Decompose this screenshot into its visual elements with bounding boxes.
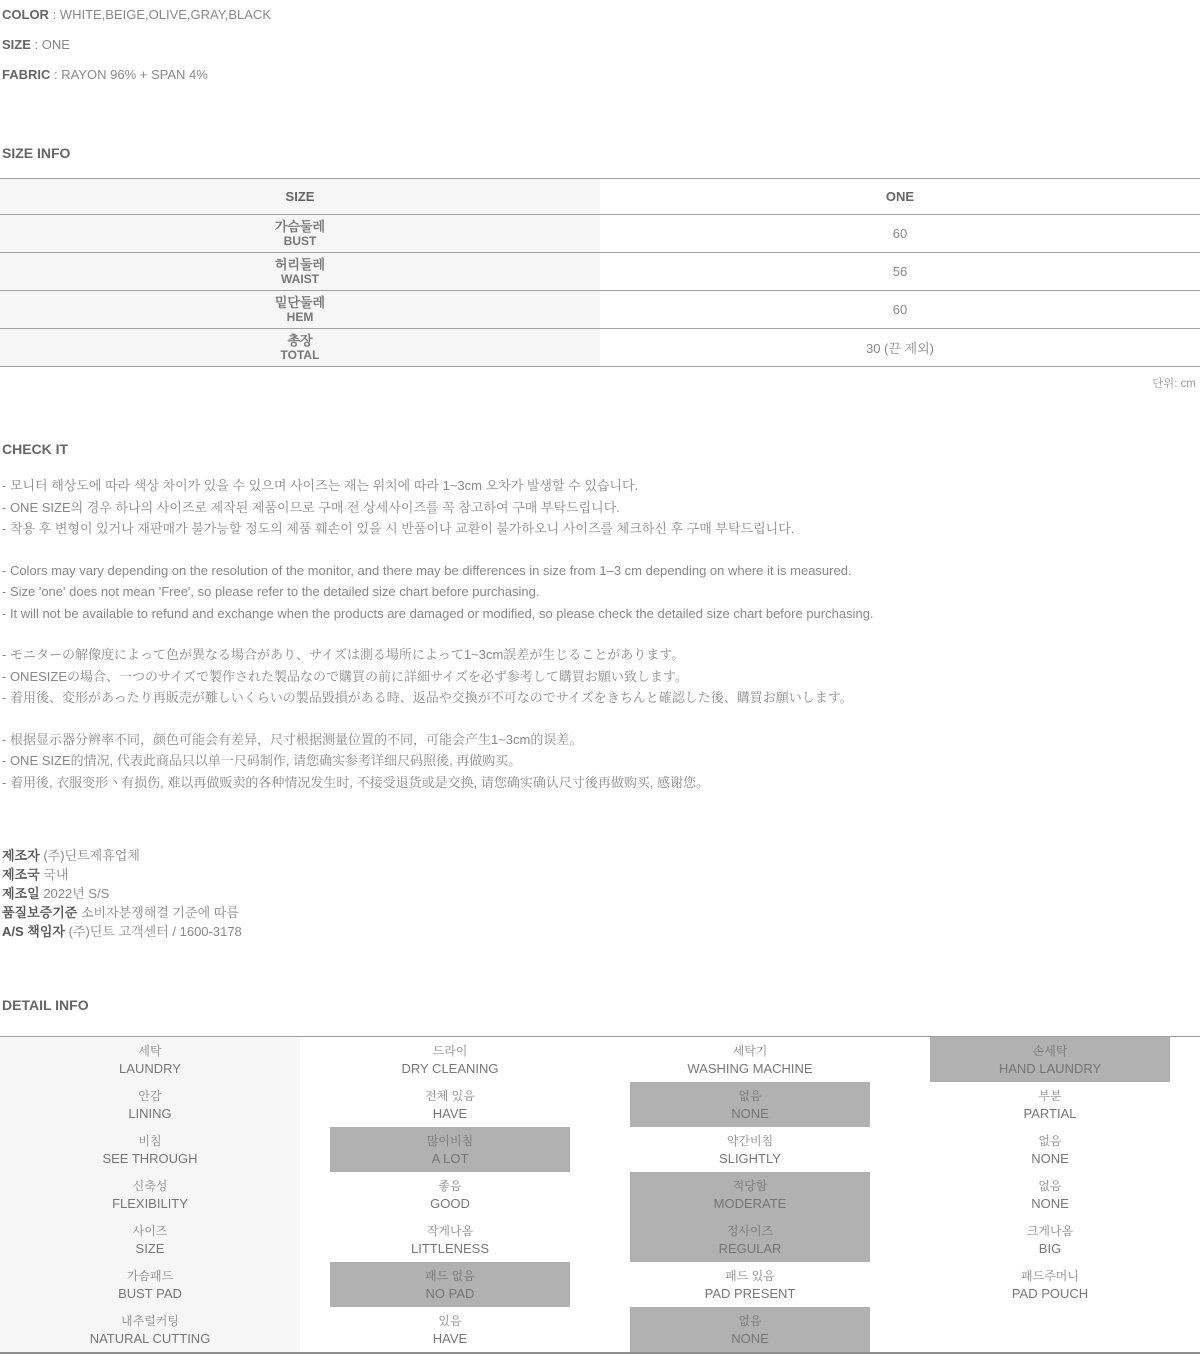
detail-option-cell — [900, 1262, 1200, 1307]
detail-option-ko: 패드 있음 — [725, 1268, 775, 1283]
detail-option-cell — [900, 1082, 1200, 1127]
detail-option-en: PAD PRESENT — [704, 1285, 796, 1301]
detail-option-empty — [930, 1307, 1170, 1352]
detail-option-selected — [630, 1217, 870, 1262]
detail-option-selected — [630, 1172, 870, 1217]
check-line: - ONE SIZE的情况, 代表此商品只以单一尺码制作, 请您确实参考详细尺码照後, 再做购买。 — [2, 753, 522, 768]
detail-option-en: NONE — [1031, 1150, 1069, 1166]
manufacturer-info — [0, 846, 1200, 941]
spec-color-label: COLOR — [2, 7, 49, 22]
colon-separator: : — [50, 67, 62, 82]
detail-option-cell — [600, 1172, 900, 1217]
check-it-korean — [0, 475, 1200, 540]
size-info-heading: SIZE INFO — [2, 145, 71, 161]
detail-category-en: LAUNDRY — [119, 1060, 181, 1076]
detail-option-ko: 없음 — [738, 1313, 762, 1328]
detail-option-cell — [600, 1127, 900, 1172]
size-row-label-en: HEM — [286, 310, 314, 324]
size-row-value: 30 (끈 제외) — [865, 341, 935, 356]
detail-option-ko: 없음 — [738, 1088, 762, 1103]
size-row-label-ko: 총장 — [287, 333, 313, 348]
detail-option-cell — [300, 1307, 600, 1352]
spec-fabric — [2, 68, 1200, 82]
check-line: - ONE SIZE의 경우 하나의 사이즈로 제작된 제품이므로 구매 전 상세사이즈를 꼭 참고하여 구매 부탁드립니다. — [2, 499, 620, 515]
check-line: - Size 'one' does not mean 'Free', so please refer to the detailed size chart before purchasing. — [2, 584, 540, 599]
detail-category-cell — [0, 1037, 300, 1082]
detail-option-ko: 패드 없음 — [425, 1268, 475, 1283]
manufacturer-label: 품질보증기준 — [2, 905, 78, 920]
check-it-japanese — [0, 644, 1200, 709]
detail-category-cell — [0, 1172, 300, 1217]
detail-option-selected — [630, 1307, 870, 1352]
size-header-label: SIZE — [285, 189, 315, 204]
detail-category-cell — [0, 1082, 300, 1127]
size-row-value-cell — [600, 329, 1200, 366]
detail-category-cell — [0, 1262, 300, 1307]
detail-option-ko: 없음 — [1038, 1133, 1062, 1148]
detail-option — [630, 1262, 870, 1307]
detail-category-ko: 안감 — [138, 1088, 162, 1103]
manufacturer-line — [2, 903, 1200, 922]
detail-option-en: HAVE — [432, 1105, 468, 1121]
size-table-row-bust — [0, 215, 1200, 253]
detail-category-ko: 가슴패드 — [126, 1268, 174, 1283]
size-row-label-ko: 허리둘레 — [274, 257, 326, 272]
size-row-value: 56 — [892, 264, 908, 279]
check-line: - 着用後、変形があったり再販売が難しいくらいの製品毀損がある時、返品や交換が不可なのでサイズをきちんと確認した後、購買お願いします。 — [2, 690, 853, 705]
manufacturer-line — [2, 865, 1200, 884]
detail-option-ko: 부분 — [1038, 1088, 1062, 1103]
detail-option-selected — [630, 1082, 870, 1127]
detail-option-ko: 많이비침 — [426, 1133, 474, 1148]
detail-option-ko: 전체 있음 — [425, 1088, 475, 1103]
detail-option-en: PAD POUCH — [1011, 1285, 1089, 1301]
detail-option-ko: 정사이즈 — [726, 1223, 774, 1238]
detail-option — [330, 1307, 570, 1352]
detail-category-cell — [0, 1217, 300, 1262]
spec-fabric-label: FABRIC — [2, 67, 51, 82]
detail-option-en: BIG — [1038, 1240, 1062, 1256]
detail-option-en: SLIGHTLY — [719, 1150, 781, 1166]
detail-option-ko: 없음 — [1038, 1178, 1062, 1193]
colon-separator: : — [48, 7, 60, 22]
size-table-header-value-cell — [600, 179, 1200, 214]
manufacturer-line — [2, 846, 1200, 865]
detail-category-en: SIZE — [135, 1240, 165, 1256]
detail-option-en: LITTLENESS — [410, 1240, 490, 1256]
detail-row-bust-pad — [0, 1262, 1200, 1307]
detail-category-en: BUST PAD — [118, 1285, 182, 1301]
detail-category-ko: 신축성 — [132, 1178, 168, 1193]
manufacturer-value: (주)딘트제휴업체 — [43, 848, 140, 863]
detail-category-cell — [0, 1127, 300, 1172]
detail-option — [630, 1127, 870, 1172]
spec-size — [2, 38, 1200, 52]
detail-option-cell — [600, 1037, 900, 1082]
unit-note: 단위: cm — [1152, 378, 1196, 390]
detail-info-heading: DETAIL INFO — [2, 997, 89, 1013]
detail-row-size — [0, 1217, 1200, 1262]
size-row-label-ko: 가슴둘레 — [274, 219, 326, 234]
detail-option-cell — [300, 1172, 600, 1217]
detail-option-en: NONE — [731, 1330, 769, 1346]
detail-option-cell — [900, 1217, 1200, 1262]
size-row-label-en: BUST — [283, 234, 317, 248]
detail-option-cell — [900, 1037, 1200, 1082]
detail-option-en: HAND LAUNDRY — [998, 1060, 1102, 1076]
detail-option-en: DRY CLEANING — [401, 1060, 499, 1076]
check-line: - ONESIZEの場合、一つのサイズで製作された製品なので購買の前に詳細サイズを必ず参考して購買お願い致します。 — [2, 668, 688, 684]
size-row-value: 60 — [892, 226, 908, 241]
detail-option-cell — [900, 1172, 1200, 1217]
check-it-chinese — [0, 729, 1200, 794]
detail-option — [630, 1037, 870, 1082]
detail-row-natural-cutting — [0, 1307, 1200, 1352]
detail-option-ko: 좋음 — [438, 1178, 462, 1193]
spec-color-value: WHITE,BEIGE,OLIVE,GRAY,BLACK — [59, 7, 271, 22]
detail-option-en: MODERATE — [713, 1195, 787, 1211]
detail-option-selected — [330, 1127, 570, 1172]
detail-option-en: A LOT — [431, 1150, 469, 1166]
detail-row-flexibility — [0, 1172, 1200, 1217]
size-row-value-cell — [600, 215, 1200, 252]
detail-option — [330, 1172, 570, 1217]
detail-option — [930, 1262, 1170, 1307]
size-header-value: ONE — [885, 189, 915, 204]
detail-option — [930, 1127, 1170, 1172]
detail-category-en: SEE THROUGH — [102, 1150, 198, 1166]
detail-category-ko: 비침 — [138, 1133, 162, 1148]
detail-row-lining — [0, 1082, 1200, 1127]
detail-option — [330, 1217, 570, 1262]
detail-category-ko: 사이즈 — [132, 1223, 168, 1238]
size-row-label-cell — [0, 329, 600, 366]
detail-option-ko: 드라이 — [432, 1043, 468, 1058]
manufacturer-label: 제조자 — [2, 848, 40, 863]
detail-option — [930, 1082, 1170, 1127]
spec-fabric-value: RAYON 96% + SPAN 4% — [61, 67, 208, 82]
spec-size-label: SIZE — [2, 37, 31, 52]
size-table-row-waist — [0, 253, 1200, 291]
manufacturer-label: 제조국 — [2, 867, 40, 882]
check-line: - 모니터 해상도에 따라 색상 차이가 있을 수 있으며 사이즈는 재는 위치에 따라 1~3cm 오차가 발생할 수 있습니다. — [2, 478, 639, 493]
detail-option — [930, 1217, 1170, 1262]
detail-option-en: HAVE — [432, 1330, 468, 1346]
check-line: - モニターの解像度によって色が異なる場合があり、サイズは測る場所によって1~3cm誤差が生じることがあります。 — [2, 647, 685, 662]
size-row-label-cell — [0, 215, 600, 252]
spec-color — [2, 8, 1200, 22]
detail-option-en: NONE — [731, 1105, 769, 1121]
size-row-label-cell — [0, 291, 600, 328]
check-line: - 根据显示器分辨率不同，颜色可能会有差异，尺寸根据测量位置的不同，可能会产生1~3cm的误差。 — [2, 731, 583, 747]
size-table-header-row — [0, 179, 1200, 215]
manufacturer-line — [2, 922, 1200, 941]
detail-option-cell-empty — [900, 1307, 1200, 1352]
detail-category-cell — [0, 1307, 300, 1352]
detail-option-selected — [330, 1262, 570, 1307]
detail-category-en: FLEXIBILITY — [112, 1195, 188, 1211]
detail-option-ko: 있음 — [438, 1313, 462, 1328]
check-line: - 착용 후 변형이 있거나 재판매가 불가능할 정도의 제품 훼손이 있을 시 반품이나 교환이 불가하오니 사이즈를 체크하신 후 구매 부탁드립니다. — [2, 521, 795, 536]
manufacturer-value: 국내 — [43, 867, 69, 882]
detail-row-laundry — [0, 1037, 1200, 1082]
detail-info-grid — [0, 1036, 1200, 1354]
detail-option-cell — [600, 1082, 900, 1127]
detail-category-ko: 내추럴커팅 — [121, 1313, 179, 1328]
detail-option — [930, 1172, 1170, 1217]
check-line: - 着用後, 衣服变形丶有损伤, 难以再做贩卖的各种情况发生时, 不接受退货或是交换, 请您确实确认尺寸後再做购买, 感谢您。 — [2, 774, 710, 790]
size-row-value-cell — [600, 253, 1200, 290]
size-table-header-label-cell — [0, 179, 600, 214]
detail-category-ko: 세탁 — [138, 1043, 162, 1058]
detail-option-en: NO PAD — [425, 1285, 475, 1301]
manufacturer-value: 소비자분쟁해결 기준에 따름 — [80, 905, 239, 920]
detail-option-ko: 작게나옴 — [426, 1223, 474, 1238]
check-it-english — [0, 560, 1200, 625]
size-table-row-hem — [0, 291, 1200, 329]
detail-option-cell — [300, 1262, 600, 1307]
size-row-label-en: WAIST — [281, 272, 319, 286]
check-line: - It will not be available to refund and exchange when the products are damaged or modified, so please check the detailed size chart before purchasing. — [2, 605, 874, 621]
detail-option-ko: 패드주머니 — [1021, 1268, 1079, 1283]
check-it-heading: CHECK IT — [2, 441, 69, 457]
detail-option — [330, 1082, 570, 1127]
detail-option-cell — [600, 1307, 900, 1352]
detail-option-cell — [300, 1217, 600, 1262]
detail-option-en: NONE — [1031, 1195, 1069, 1211]
detail-option-ko: 세탁기 — [732, 1043, 768, 1058]
size-row-label-cell — [0, 253, 600, 290]
detail-row-see-through — [0, 1127, 1200, 1172]
spec-size-value: ONE — [41, 37, 70, 52]
size-row-label-en: TOTAL — [280, 348, 320, 362]
detail-option-en: GOOD — [430, 1195, 470, 1211]
detail-option-cell — [600, 1262, 900, 1307]
detail-option-en: PARTIAL — [1023, 1105, 1077, 1121]
detail-category-en: NATURAL CUTTING — [89, 1330, 211, 1346]
size-row-value: 60 — [892, 302, 908, 317]
detail-option-cell — [300, 1037, 600, 1082]
detail-option-cell — [900, 1127, 1200, 1172]
detail-option — [330, 1037, 570, 1082]
manufacturer-label: 제조일 — [2, 886, 40, 901]
manufacturer-value: 2022년 S/S — [43, 886, 110, 901]
check-line: - Colors may vary depending on the resolution of the monitor, and there may be differences in size from 1–3 cm depending on where it is measured. — [2, 562, 852, 578]
detail-option-cell — [300, 1082, 600, 1127]
detail-option-en: REGULAR — [718, 1240, 782, 1256]
detail-option-ko: 손세탁 — [1032, 1043, 1068, 1058]
manufacturer-value: (주)딘트 고객센터 / 1600-3178 — [68, 924, 242, 939]
detail-option-ko: 적당함 — [732, 1178, 768, 1193]
size-table-row-total — [0, 329, 1200, 367]
product-specs — [0, 8, 1200, 82]
manufacturer-line — [2, 884, 1200, 903]
colon-separator: : — [30, 37, 42, 52]
detail-option-selected — [930, 1037, 1170, 1082]
detail-option-ko: 크게나옴 — [1026, 1223, 1074, 1238]
detail-category-en: LINING — [128, 1105, 172, 1121]
size-row-value-cell — [600, 291, 1200, 328]
size-row-label-ko: 밑단둘레 — [274, 295, 326, 310]
detail-option-ko: 약간비침 — [726, 1133, 774, 1148]
manufacturer-label: A/S 책임자 — [2, 924, 65, 939]
detail-option-cell — [300, 1127, 600, 1172]
detail-option-cell — [600, 1217, 900, 1262]
size-table — [0, 178, 1200, 367]
detail-option-en: WASHING MACHINE — [687, 1060, 813, 1076]
